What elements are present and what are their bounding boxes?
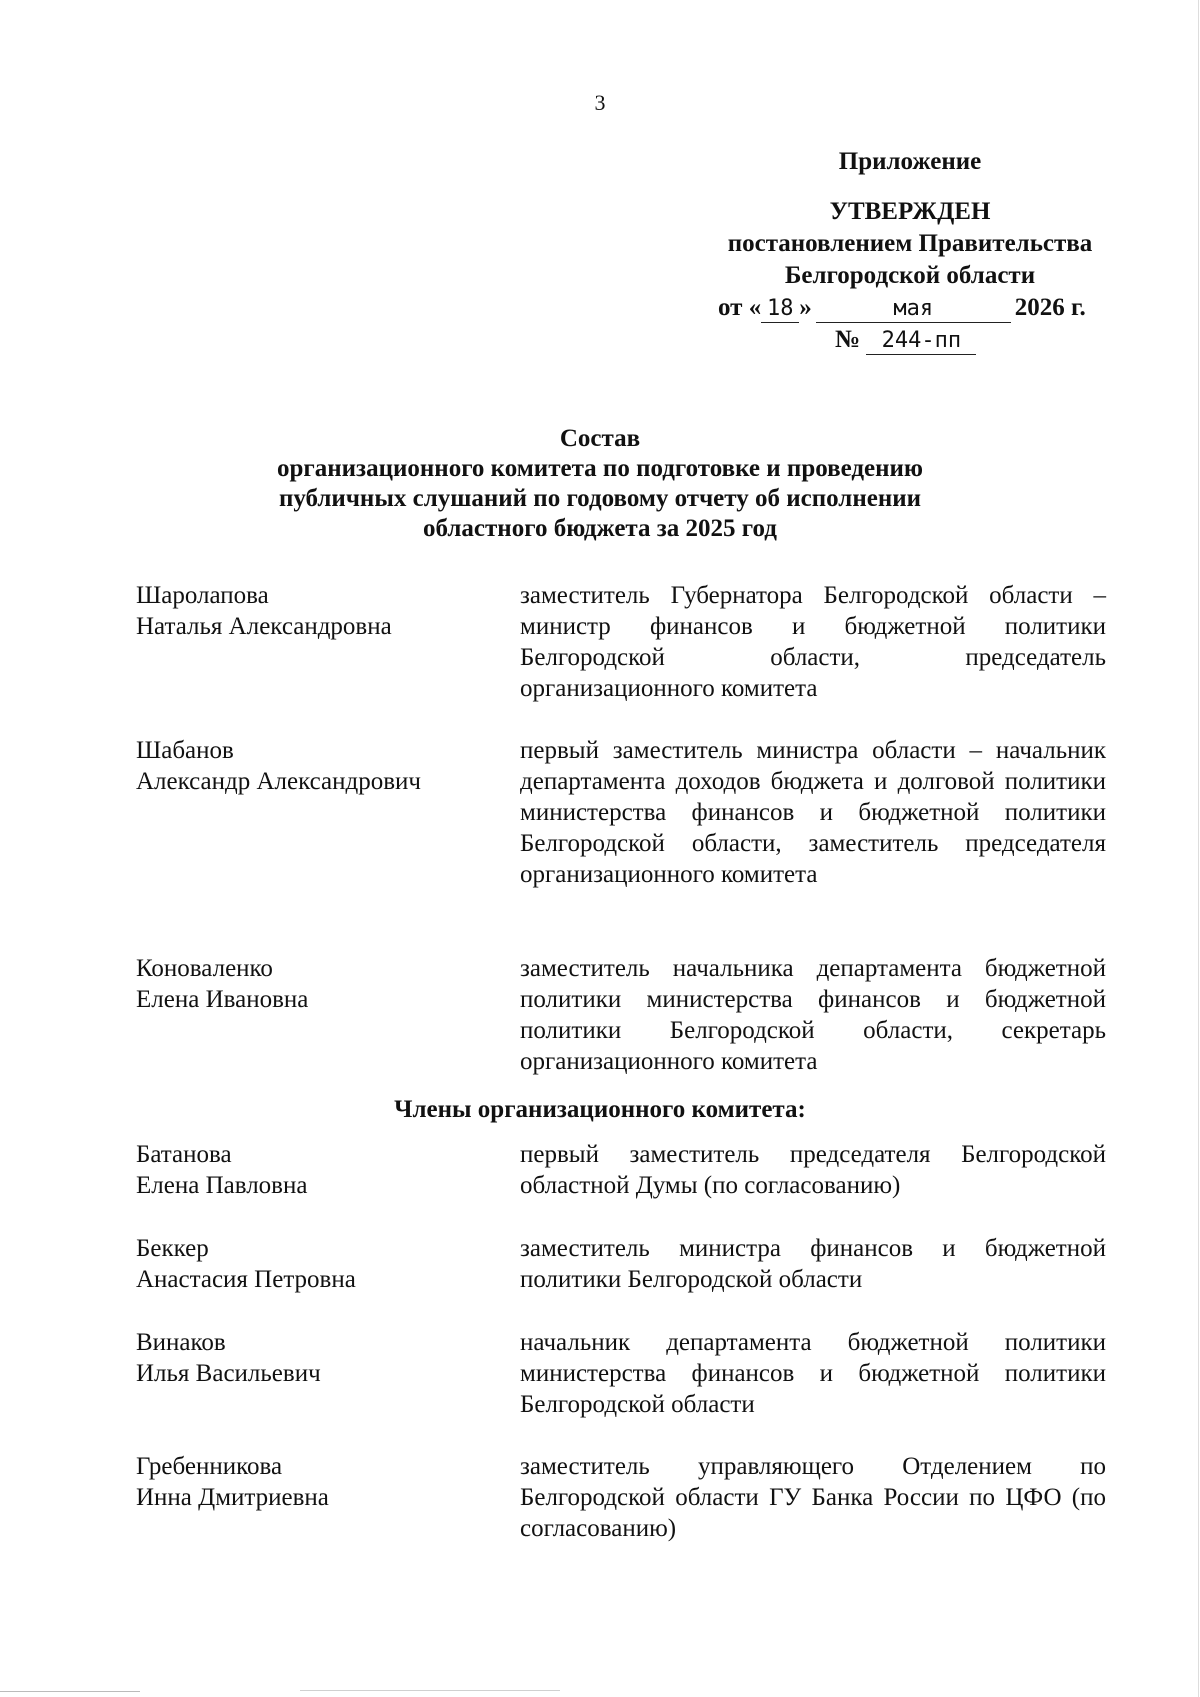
date-month: мая xyxy=(816,296,1011,323)
person-surname: Винаков xyxy=(136,1329,226,1356)
person-given-name: Елена Ивановна xyxy=(136,986,309,1013)
person-role: заместитель министра финансов и бюджетной политики Белгородской области xyxy=(520,1235,1106,1293)
person-name xyxy=(136,953,506,1015)
person-role: заместитель Губернатора Белгородской области – министр финансов и бюджетной политики Белгородской области, председатель организационного комитета xyxy=(520,582,1106,702)
region-line: Белгородской области xyxy=(784,262,1036,289)
date-year: 2026 г. xyxy=(1014,294,1086,321)
person-name xyxy=(136,1327,506,1389)
person-given-name: Александр Александрович xyxy=(136,768,421,795)
person-given-name: Илья Васильевич xyxy=(136,1360,321,1387)
person-surname: Батанова xyxy=(136,1141,232,1168)
title-line-4: областного бюджета за 2025 год xyxy=(423,515,777,542)
person-role: заместитель управляющего Отделением по Белгородской области ГУ Банка России по ЦФО (по согласованию) xyxy=(520,1453,1106,1542)
person-surname: Шабанов xyxy=(136,737,234,764)
title-line-3: публичных слушаний по годовому отчету об исполнении xyxy=(278,485,922,512)
person-name xyxy=(136,1233,506,1295)
title-line-2: организационного комитета по подготовке и проведению xyxy=(276,455,924,482)
person-given-name: Наталья Александровна xyxy=(136,613,392,640)
person-given-name: Анастасия Петровна xyxy=(136,1266,356,1293)
person-surname: Беккер xyxy=(136,1235,209,1262)
scan-artifact-line xyxy=(300,1690,560,1691)
person-name xyxy=(136,1451,506,1513)
number-value: 244-пп xyxy=(866,328,976,355)
date-prefix: от « xyxy=(718,294,762,321)
decree-line: постановлением Правительства xyxy=(727,230,1093,257)
date-day: 18 xyxy=(761,296,799,323)
scan-artifact-line xyxy=(0,1691,140,1692)
title-line-1: Состав xyxy=(559,425,641,452)
person-given-name: Инна Дмитриевна xyxy=(136,1484,329,1511)
person-role: начальник департамента бюджетной политики министерства финансов и бюджетной политики Белгородской области xyxy=(520,1329,1106,1418)
scan-artifact-edge xyxy=(1198,0,1199,1697)
person-surname: Шаролапова xyxy=(136,582,269,609)
person-name xyxy=(136,1139,506,1201)
page-number: 3 xyxy=(594,90,606,115)
date-day-close: » xyxy=(799,294,812,321)
person-given-name: Елена Павловна xyxy=(136,1172,308,1199)
appendix-label: Приложение xyxy=(838,148,982,175)
members-heading: Члены организационного комитета: xyxy=(394,1096,806,1123)
person-name xyxy=(136,735,506,797)
person-role: первый заместитель председателя Белгородской областной Думы (по согласованию) xyxy=(520,1141,1106,1199)
person-role: заместитель начальника департамента бюджетной политики министерства финансов и бюджетной политики Белгородской области, секретарь организационного комитета xyxy=(520,955,1106,1075)
person-role: первый заместитель министра области – начальник департамента доходов бюджета и долговой политики министерства финансов и бюджетной политики Белгородской области, заместитель председателя организационного комитета xyxy=(520,737,1106,888)
person-name xyxy=(136,580,506,642)
person-surname: Гребенникова xyxy=(136,1453,283,1480)
approved-label: УТВЕРЖДЕН xyxy=(829,198,991,225)
person-surname: Коноваленко xyxy=(136,955,273,982)
number-prefix: № xyxy=(835,326,861,353)
